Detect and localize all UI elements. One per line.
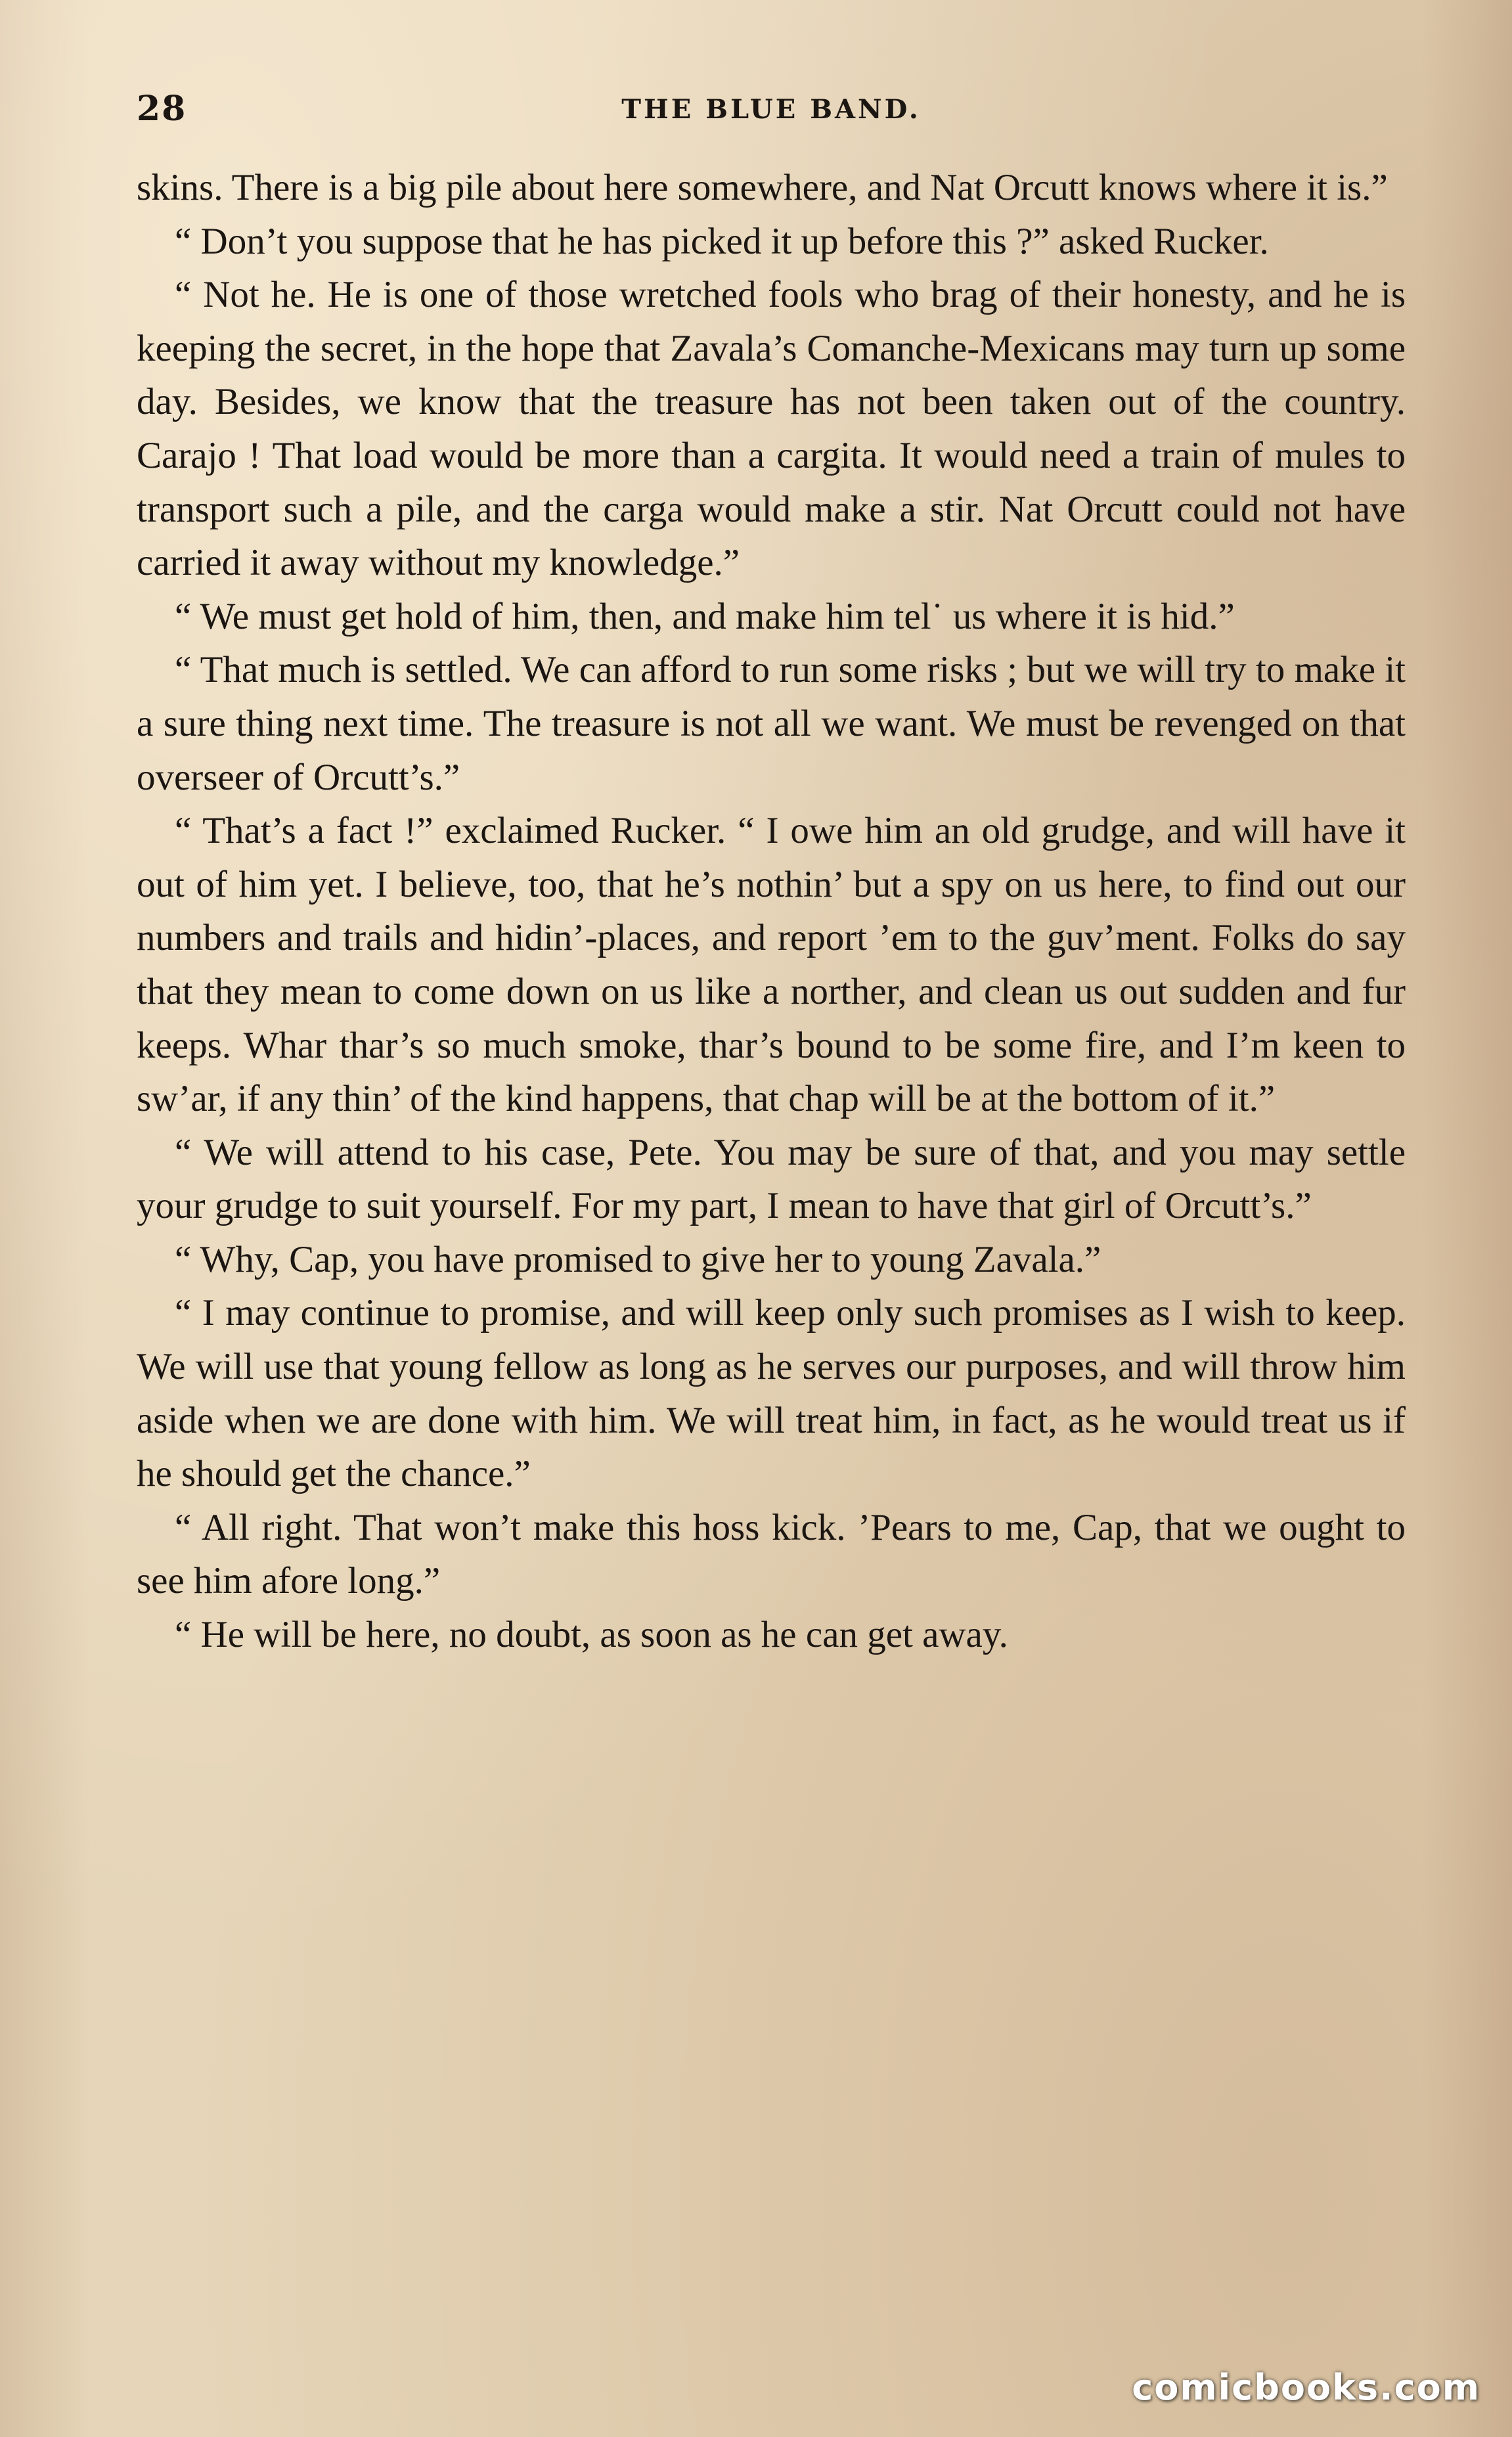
- page-header: [137, 82, 1406, 161]
- watermark-text: comicbooks.com: [1132, 2367, 1480, 2408]
- running-title: THE BLUE BAND.: [621, 94, 921, 125]
- paragraph-4: “ We must get hold of him, then, and make him tel˙ us where it is hid.”: [175, 595, 1235, 637]
- paragraph-11: “ He will be here, no doubt, as soon as he can get away.: [175, 1614, 1008, 1656]
- paragraph-5: “ That much is settled. We can afford to run some risks ; but we will try to make it a sure thing next time. The treasure is not all we want. We must be revenged on that overseer of Orcutt’s.”: [137, 649, 1406, 798]
- book-page: [137, 82, 1406, 2361]
- paragraph-7: “ We will attend to his case, Pete. You may be sure of that, and you may settle your grudge to suit yourself. For my part, I mean to have that girl of Orcutt’s.”: [137, 1131, 1406, 1227]
- paragraph-3: “ Not he. He is one of those wretched fools who brag of their honesty, and he is keeping the secret, in the hope that Zavala’s Comanche-Mexicans may turn up some day. Besides, we know that the treasure has not been taken out of the country. Carajo ! That load would be more than a cargita. It would need a train of mules to transport such a pile, and the carga would make a stir. Nat Orcutt could not have carried it away without my knowledge.”: [137, 274, 1406, 584]
- paragraph-10: “ All right. That won’t make this hoss kick. ’Pears to me, Cap, that we ought to see him afore long.”: [137, 1506, 1406, 1602]
- page-number: 28: [137, 89, 187, 129]
- paragraph-1: skins. There is a big pile about here somewhere, and Nat Orcutt knows where it is.”: [137, 167, 1388, 208]
- paragraph-2: “ Don’t you suppose that he has picked it up before this ?” asked Rucker.: [175, 220, 1269, 262]
- paragraph-8: “ Why, Cap, you have promised to give her to young Zavala.”: [175, 1238, 1101, 1280]
- paragraph-6: “ That’s a fact !” exclaimed Rucker. “ I owe him an old grudge, and will have it out of him yet. I believe, too, that he’s nothin’ but a spy on us here, to find out our numbers and trails and hidin’-places, and report ’em to the guv’ment. Folks do say that they mean to come down on us like a norther, and clean us out sudden and fur keeps. Whar thar’s so much smoke, thar’s bound to be some fire, and I’m keen to sw’ar, if any thin’ of the kind happens, that chap will be at the bottom of it.”: [137, 810, 1406, 1120]
- paragraph-9: “ I may continue to promise, and will keep only such promises as I wish to keep. We will use that young fellow as long as he serves our purposes, and will throw him aside when we are done with him. We will treat him, in fact, as he would treat us if he should get the chance.”: [137, 1292, 1406, 1495]
- body-text: [137, 161, 1406, 1662]
